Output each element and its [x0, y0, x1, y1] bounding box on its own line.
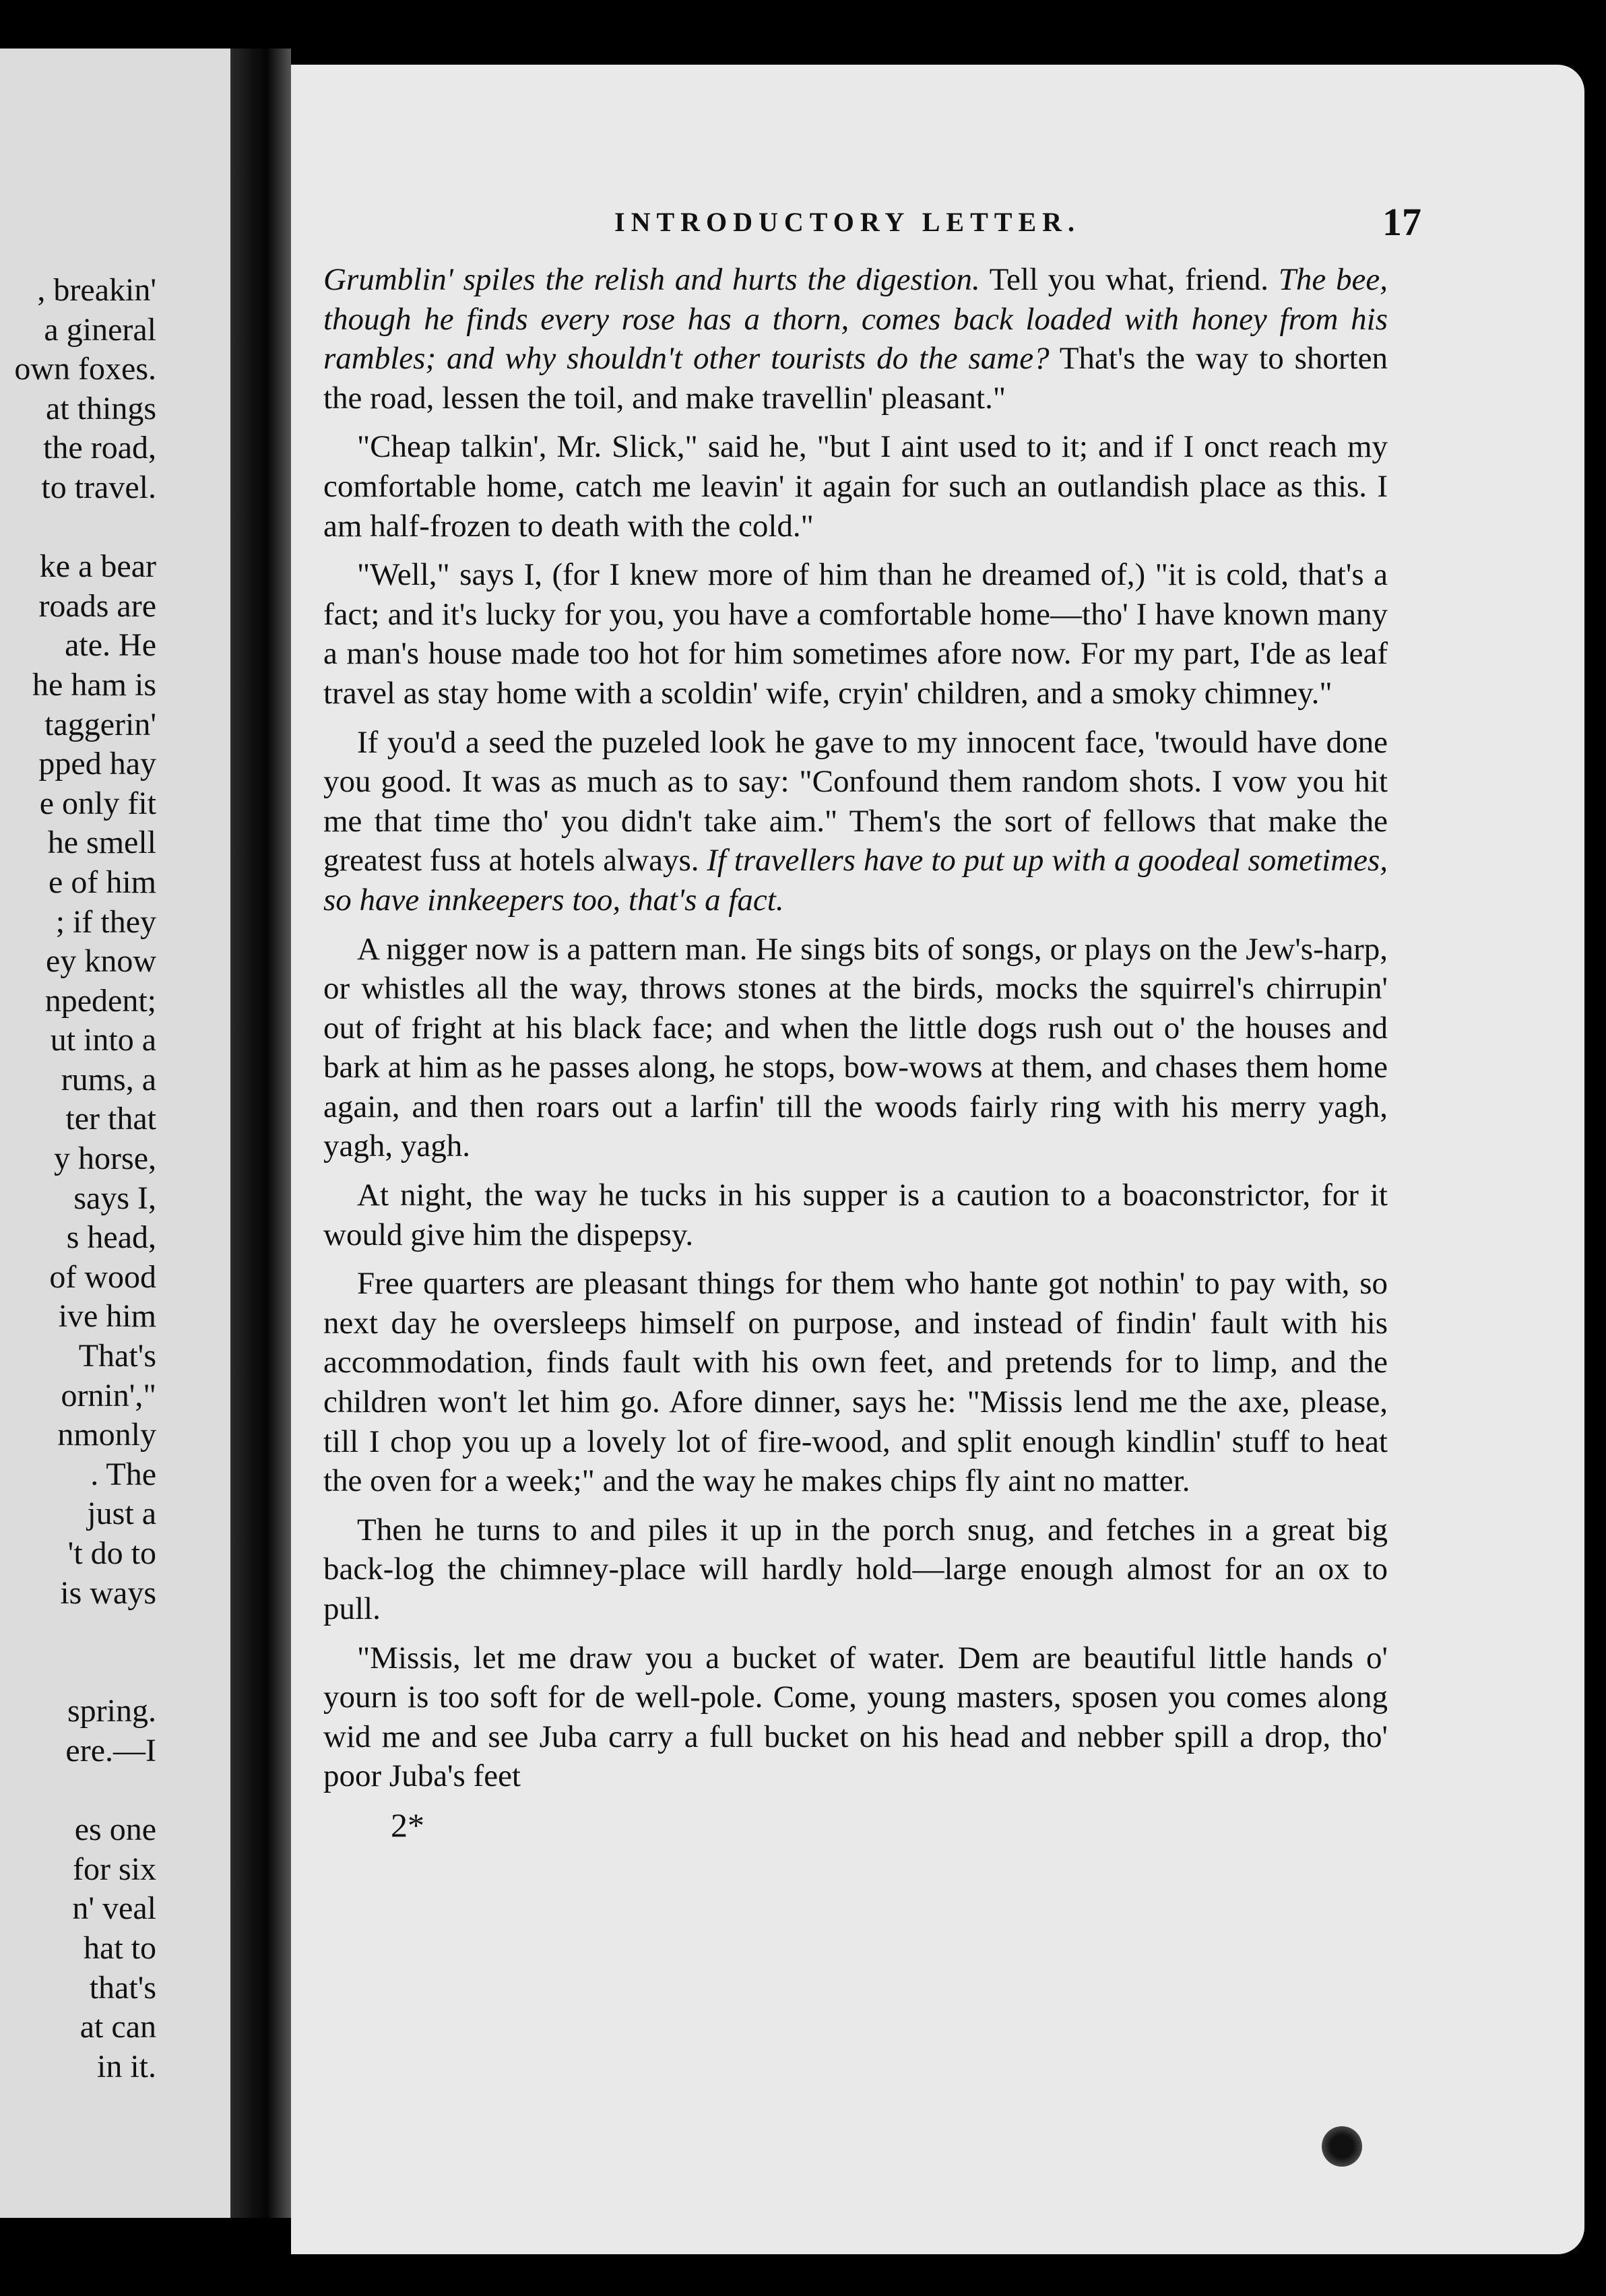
- facing-page-line: s head,: [66, 1219, 156, 1256]
- paragraph-6: At night, the way he tucks in his supper is a caution to a boaconstrictor, for it would give him the dispepsy.: [323, 1178, 1388, 1252]
- paragraph-7: Free quarters are pleasant things for them who hante got nothin' to pay with, so next day he oversleeps himself on purpose, and instead of findin' fault with his accommodation, finds fault with his own feet, and pretends for to limp, and the children won't let him go. Afore dinner, says he: "Missis lend me the axe, please, till I chop you up a lovely lot of fire-wood, and split enough kindlin' stuff to heat the oven for a week;" and the way he makes chips fly aint no matter.: [323, 1266, 1388, 1499]
- facing-page-line: That's: [78, 1338, 156, 1374]
- italic-phrase: The bee, though he finds every rose has a thorn, comes back loaded with honey from his rambles; and why shouldn't other tourists do the same?: [323, 262, 1388, 377]
- facing-page-line: the road,: [43, 430, 156, 466]
- italic-phrase: Grumblin' spiles the relish and hurts the digestion.: [323, 262, 980, 297]
- facing-page-line: 't do to: [67, 1535, 156, 1571]
- facing-page-line: that's: [89, 1969, 156, 2006]
- facing-page-line: [0, 1771, 156, 1811]
- paragraph-4: [323, 723, 1388, 920]
- facing-page-line: taggerin': [44, 706, 156, 742]
- facing-page-line: to travel.: [41, 469, 156, 505]
- facing-page-line: ter that: [65, 1101, 156, 1137]
- facing-page-line: ornin',": [61, 1377, 156, 1413]
- paragraph-5: A nigger now is a pattern man. He sings bits of songs, or plays on the Jew's-harp, or whistles all the way, throws stones at the birds, mocks the squirrel's chirrupin' out of fright at his black face; and when the little dogs rush out o' the houses and bark at him as he passes along, he stops, bow-wows at them, and chases them home again, and then roars out a larfin' till the woods fairly ring with his merry yagh, yagh, yagh.: [323, 931, 1388, 1164]
- signature-mark: 2*: [391, 1806, 424, 1844]
- paragraph-8: Then he turns to and piles it up in the porch snug, and fetches in a great big back-log the chimney-place will hardly hold—large enough almost for an ox to pull.: [323, 1512, 1388, 1626]
- facing-page-line: [0, 508, 156, 548]
- facing-page-line: for six: [73, 1851, 156, 1887]
- facing-page-line: pped hay: [38, 746, 156, 782]
- text-run: That's the way to shorten the road, lessen the toil, and make travellin' pleasant.": [323, 341, 1388, 416]
- body-text: [323, 260, 1388, 1796]
- facing-page-line: ; if they: [55, 903, 156, 940]
- facing-page-line: in it.: [96, 2048, 156, 2084]
- facing-page-line: at can: [79, 2009, 156, 2045]
- facing-page-line: just a: [87, 1496, 156, 1532]
- paragraph-2: "Cheap talkin', Mr. Slick," said he, "but I aint used to it; and if I onct reach my comfortable home, catch me leavin' it again for such an outlandish place as this. I am half-frozen to death with the cold.": [323, 429, 1388, 544]
- book-page: [291, 65, 1584, 2254]
- facing-page-line: roads are: [38, 587, 156, 624]
- facing-page-line: e of him: [49, 864, 156, 900]
- facing-page-line: spring.: [67, 1693, 156, 1729]
- facing-page-line: a gineral: [44, 311, 156, 348]
- ink-blot: [1322, 2126, 1362, 2167]
- facing-page-line: says I,: [73, 1180, 156, 1216]
- text-run: If you'd a seed the puzeled look he gave to my innocent face, 'twould have done you good. It was as much as to say: "Confound them random shots. I vow you hit me that time tho' you didn't take aim." Them's the sort of fellows that make the greatest fuss at hotels always.: [323, 724, 1388, 879]
- facing-page-line: nmonly: [57, 1417, 156, 1453]
- facing-page-line: n' veal: [72, 1890, 156, 1927]
- facing-page-line: own foxes.: [14, 351, 156, 387]
- paragraph-9: "Missis, let me draw you a bucket of water. Dem are beautiful little hands o' yourn is too soft for de well-pole. Come, young masters, sposen you comes along wid me and see Juba carry a full bucket on his head and nebber spill a drop, tho' poor Juba's feet: [323, 1640, 1388, 1794]
- facing-page-line: , breakin': [37, 272, 156, 308]
- facing-page-line: ey know: [46, 943, 156, 980]
- facing-page-line: npedent;: [44, 982, 156, 1019]
- facing-page-line: of wood: [49, 1258, 156, 1295]
- facing-page-text: [0, 271, 156, 2086]
- text-run: Tell you what, friend.: [979, 262, 1279, 297]
- paragraph-1: [323, 260, 1388, 418]
- facing-page-line: . The: [90, 1456, 156, 1492]
- facing-page-line: [0, 1653, 156, 1692]
- facing-page-line: ive him: [58, 1298, 156, 1335]
- facing-page-line: y horse,: [54, 1141, 156, 1177]
- paragraph-3: "Well," says I, (for I knew more of him than he dreamed of,) "it is cold, that's a fact; and it's lucky for you, you have a comfortable home—tho' I have known many a man's house made too hot for him sometimes afore now. For my part, I'de as leaf travel as stay home with a scoldin' wife, cryin' children, and a smoky chimney.": [323, 557, 1388, 711]
- facing-page-line: ut into a: [50, 1022, 156, 1058]
- facing-page-line: hat to: [84, 1930, 156, 1966]
- facing-page-line: rums, a: [61, 1061, 156, 1097]
- facing-page: [0, 49, 230, 2218]
- facing-page-line: he ham is: [32, 666, 156, 703]
- running-title: INTRODUCTORY LETTER.: [614, 207, 1081, 237]
- running-head: [323, 199, 1421, 260]
- facing-page-line: ere.—I: [65, 1732, 156, 1768]
- italic-phrase: If travellers have to put up with a goodeal sometimes, so have innkeepers too, that's a fact.: [323, 843, 1388, 918]
- facing-page-line: ate. He: [65, 627, 156, 664]
- facing-page-line: e only fit: [39, 785, 156, 821]
- facing-page-line: es one: [74, 1812, 156, 1848]
- facing-page-line: [0, 1613, 156, 1653]
- facing-page-line: he smell: [47, 825, 156, 861]
- facing-page-line: at things: [46, 390, 156, 426]
- page-number: 17: [1382, 200, 1421, 244]
- page-content: [323, 199, 1421, 1845]
- facing-page-line: ke a bear: [39, 548, 156, 585]
- book-gutter: [230, 49, 291, 2218]
- facing-page-line: is ways: [60, 1574, 156, 1611]
